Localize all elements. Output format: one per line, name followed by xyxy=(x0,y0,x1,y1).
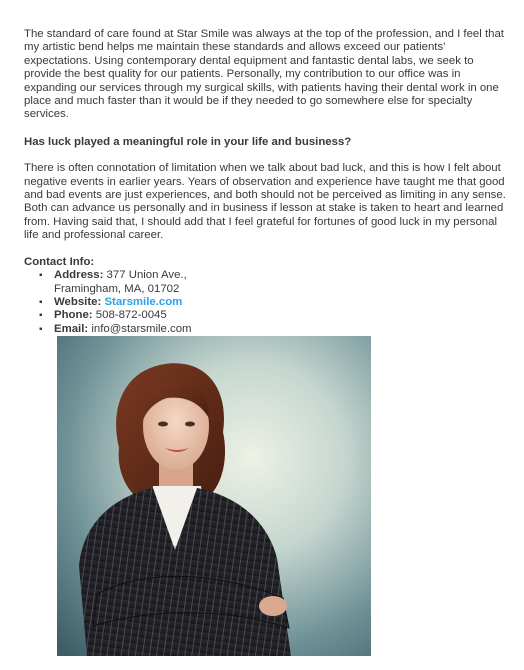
paragraph-2: There is often connotation of limitation when we talk about bad luck, and this is how I felt about negative events in earlier years. Years of observation and experience have taught me that good and bad events are just experiences, and both should not be perceived as limiting in any sense. Both can advance us personally and in business if lesson at stake is taken to heart and learned from. Having said that, I should add that I feel grateful for fortunes of good luck in my personal life and professional career. xyxy=(24,162,506,242)
phone-value: 508-872-0045 xyxy=(95,309,167,322)
contact-list xyxy=(24,269,506,336)
contact-heading: Contact Info: xyxy=(24,255,95,268)
website-link[interactable]: Starsmile.com xyxy=(104,295,183,308)
contact-address xyxy=(39,269,506,296)
contact-email xyxy=(39,323,506,336)
hand xyxy=(259,596,287,616)
email-value: info@starsmile.com xyxy=(91,322,192,335)
phone-label: Phone: xyxy=(54,309,93,322)
contact-info xyxy=(24,256,506,336)
right-eye xyxy=(185,422,195,427)
bullet-icon: ▪ xyxy=(39,296,43,308)
bullet-icon: ▪ xyxy=(39,310,43,322)
email-label: Email: xyxy=(54,322,89,335)
question-heading: Has luck played a meaningful role in your life and business? xyxy=(24,135,352,148)
website-label: Website: xyxy=(54,295,102,308)
address-label: Address: xyxy=(54,269,104,282)
contact-phone xyxy=(39,309,506,322)
left-eye xyxy=(158,422,168,427)
bullet-icon: ▪ xyxy=(39,270,43,282)
portrait-illustration xyxy=(57,336,371,656)
portrait-photo xyxy=(57,336,371,656)
contact-website xyxy=(39,296,506,309)
bullet-icon: ▪ xyxy=(39,323,43,335)
article-body xyxy=(24,28,506,336)
address-line-2: Framingham, MA, 01702 xyxy=(54,282,180,295)
paragraph-1: The standard of care found at Star Smile was always at the top of the profession, and I feel that my artistic bend helps me maintain these standards and allows exceed our patients' expectations. Using contemporary dental equipment and fantastic dental labs, we seek to provide the best quality for our patients. Personally, my contribution to our office was in expanding our services through my surgical skills, with patients having their dental work in one place and much faster than it would be if they needed to go somewhere else for specialty services. xyxy=(24,28,504,121)
address-line-1: 377 Union Ave., xyxy=(106,269,187,282)
